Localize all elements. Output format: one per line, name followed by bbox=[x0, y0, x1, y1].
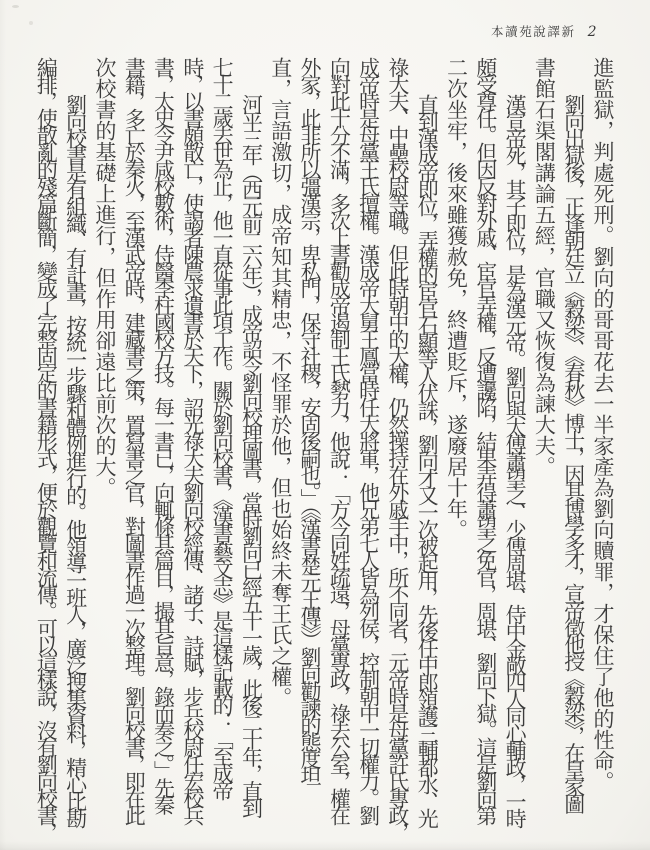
text-column: 直到漢成帝即位，弄權的宦官石顯等人伏誅，劉向才又一次被起用，先後任中郎領護三輔都水、光 bbox=[415, 94, 440, 825]
book-title: 本讀苑說譯新 bbox=[491, 24, 576, 39]
scan-speck bbox=[12, 5, 19, 8]
text-column: 編排，使散亂的殘篇斷簡，變成了完整固定的書籍形式，便於觀覽和流傳。可以這樣說，沒有劉向校書， bbox=[34, 57, 59, 839]
text-column: 向對此十分不滿，多次上書勸成帝遏制王氏勢力，他說：「方今同姓疏遠，母黨專政，祿去公室，權在 bbox=[327, 57, 352, 822]
scan-speck bbox=[29, 21, 33, 25]
text-column: 書籍，多亡於秦火，至漢武帝時，建藏書之策，置寫書之官，對圖書作過一次整理。劉向校書，即在此 bbox=[122, 57, 147, 822]
text-column: 頗受尊任。但因反對外戚、宦官弄權，反遭讒陷，結果弄得蕭望之免官，周堪、劉向下獄。這是劉向第 bbox=[473, 57, 498, 822]
text-column: 書館石渠閣講論五經，官職又恢復為諫大夫。 bbox=[532, 57, 557, 477]
text-column: 進監獄，判處死刑。劉向的哥哥花去一半家產為劉向贖罪，才保住了他的性命。 bbox=[591, 57, 615, 792]
text-column: 直，言語激切，成帝知其精忠，不怪罪於他，但也始終未奪王氏之權。 bbox=[268, 57, 293, 708]
text-column: 外家，此非所以彊漢宗，卑私門，保守社稷，安固後嗣也。」（《漢書‧楚元王傳》）劉向勸諫的態度坦 bbox=[298, 57, 323, 783]
page-edge-shadow bbox=[0, 0, 6, 850]
text-column: 劉向出獄後，正逢朝廷立《穀梁》、《春秋》博士，因其博學多才，宣帝徵他授《穀梁》，在皇家圖 bbox=[561, 94, 586, 811]
vertical-text-body bbox=[31, 57, 617, 845]
text-column: 河平三年（西元前二六年），成帝詔令劉向校理圖書，當時劉向已經五十一歲，此後二十年，直到 bbox=[239, 94, 264, 815]
text-column: 時，以書頗散亡，使謁者陳農求遺書於天下，詔光祿大夫劉向校經傳、諸子、詩賦，步兵校尉任宏校兵 bbox=[180, 57, 205, 822]
text-column: 祿大夫、中壘校尉等職。但此時朝中的大權，仍然操持在外戚手中，所不同者，元帝時是母黨許氏專政， bbox=[385, 57, 410, 839]
text-column: 漢宣帝死，其子即位，是為漢元帝。劉向與太傅蕭望之、少傅周堪、侍中金敞四人同心輔政，一時 bbox=[503, 94, 528, 825]
text-column: 成帝時是母黨王氏擅權。漢成帝大舅王鳳當時任大將軍，他兄弟七人皆為列侯，控制朝中一切權力。劉 bbox=[356, 57, 381, 822]
text-column: 次校書的基礎上進行，但作用卻遠比前次的大。 bbox=[92, 57, 117, 498]
page-edge-shadow bbox=[0, 841, 650, 850]
running-head bbox=[491, 22, 597, 40]
page-number: 2 bbox=[587, 24, 597, 40]
text-column: 七十二歲去世為止，他一直從事此項工作。關於劉向校書，《漢書‧藝文志》是這樣記載的：「至成帝 bbox=[210, 57, 235, 798]
text-column: 劉向校書是有組織、有計畫，按統一步驟和體例進行的。他領導一班人，廣泛搜集資料，精心比勘 bbox=[63, 94, 88, 825]
text-column: 二次坐牢，後來雖獲赦免，終遭貶斥，遂廢居十年。 bbox=[444, 57, 469, 540]
text-column: 書，太史令尹咸校數術，侍醫李柱國校方技。每一書已，向輒條其篇目，撮其旨意，錄而奏之。」先秦 bbox=[151, 57, 176, 812]
